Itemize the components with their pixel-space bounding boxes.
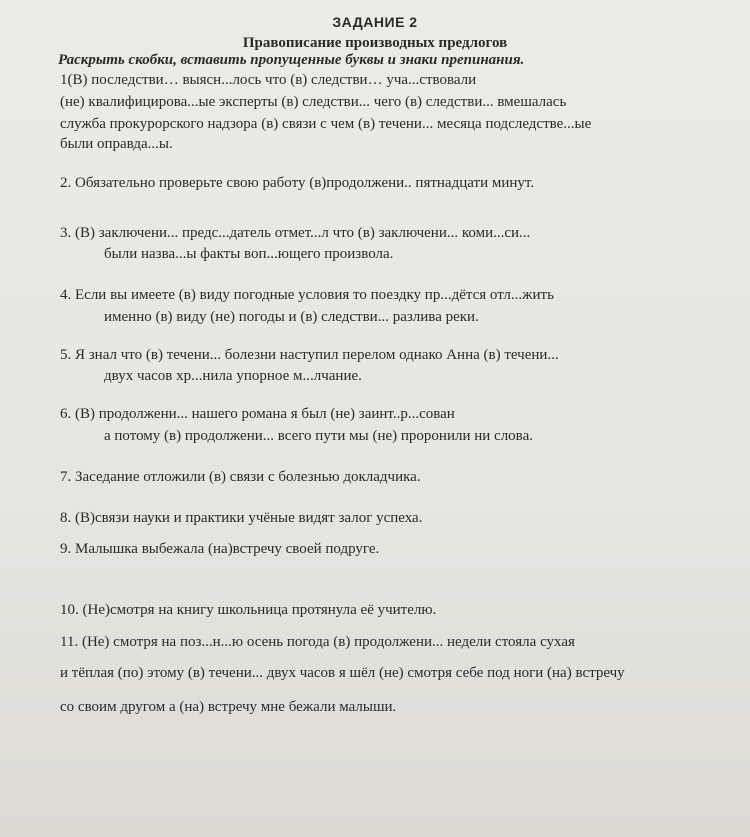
item-4-line-1: 4. Если вы имеете (в) виду погодные условия то поездку пр...дётся отл...жить	[60, 287, 554, 303]
assignment-instructions: Раскрыть скобки, вставить пропущенные буквы и знаки препинания.	[58, 52, 525, 68]
assignment-title: ЗАДАНИЕ 2	[332, 14, 418, 30]
item-4-line-2: именно (в) виду (не) погоды и (в) следстви... разлива реки.	[104, 309, 479, 325]
assignment-topic: Правописание производных предлогов	[242, 35, 508, 51]
item-5-line-2: двух часов хр...нила упорное м...лчание.	[104, 368, 362, 384]
item-11-line-1: 11. (Не) смотря на поз...н...ю осень погода (в) продолжени... недели стояла сухая	[60, 634, 575, 650]
item-8-line-1: 8. (В)связи науки и практики учёные видят залог успеха.	[60, 510, 423, 526]
item-1-line-3: служба прокурорского надзора (в) связи с чем (в) течени... месяца подследстве...ые	[60, 116, 592, 132]
item-2-line-1: 2. Обязательно проверьте свою работу (в)продолжени.. пятнадцати минут.	[60, 175, 535, 191]
item-3-line-2: были назва...ы факты воп...ющего произвола.	[104, 246, 394, 262]
item-6-line-1: 6. (В) продолжени... нашего романа я был (не) заинт..р...сован	[60, 406, 455, 422]
item-1-line-2: (не) квалифицирова...ые эксперты (в) следстви... чего (в) следстви... вмешалась	[60, 94, 567, 110]
item-1-line-4: были оправда...ы.	[60, 136, 173, 152]
item-10-line-1: 10. (Не)смотря на книгу школьница протянула её учителю.	[60, 602, 437, 618]
item-7-line-1: 7. Заседание отложили (в) связи с болезнью докладчика.	[60, 469, 421, 485]
item-11-line-2: и тёплая (по) этому (в) течени... двух часов я шёл (не) смотря себе под ноги (на) встречу	[60, 665, 625, 681]
item-11-line-3: со своим другом а (на) встречу мне бежали малыши.	[60, 699, 397, 715]
item-5-line-1: 5. Я знал что (в) течени... болезни наступил перелом однако Анна (в) течени...	[60, 347, 559, 363]
item-3-line-1: 3. (В) заключени... предс...датель отмет...л что (в) заключени... коми...си...	[60, 225, 531, 241]
item-6-line-2: а потому (в) продолжени... всего пути мы (не) проронили ни слова.	[104, 428, 533, 444]
item-1-line-1: 1(В) последстви… выясн...лось что (в) следстви… уча...ствовали	[60, 72, 477, 88]
item-9-line-1: 9. Малышка выбежала (на)встречу своей подруге.	[60, 541, 380, 557]
